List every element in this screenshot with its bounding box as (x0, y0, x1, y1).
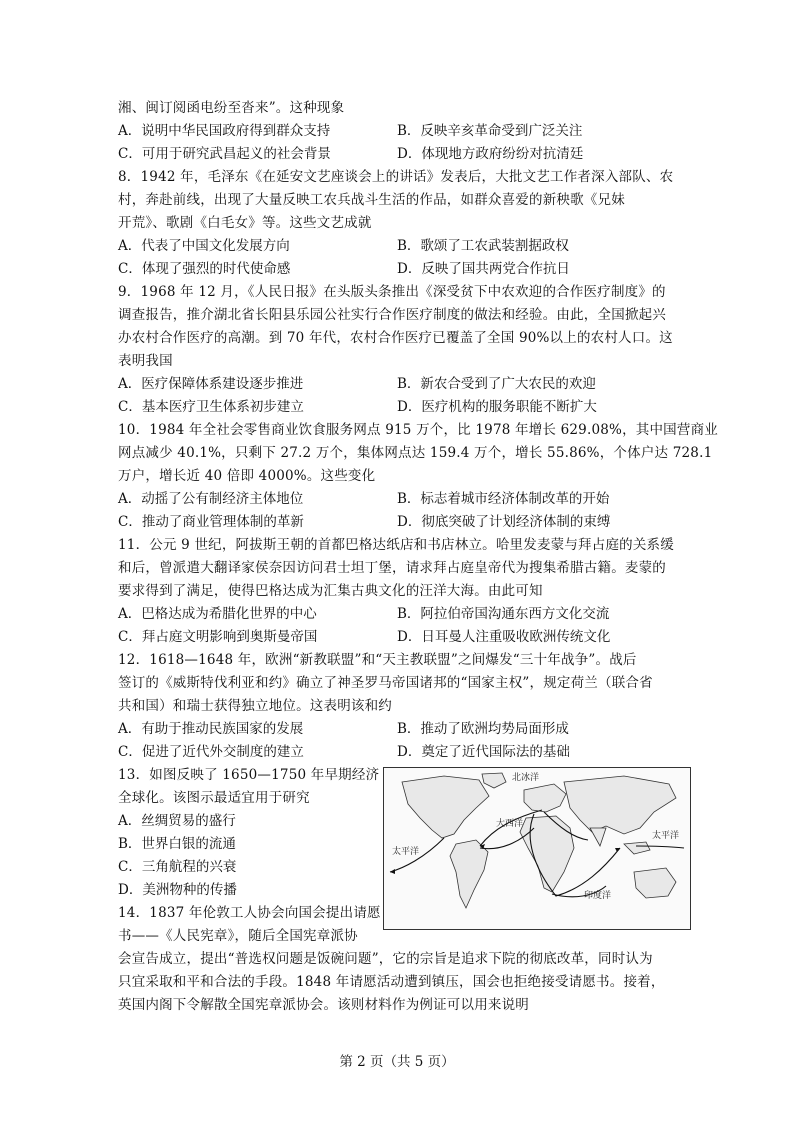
q14-stem-line: 英国内阁下令解散全国宪章派协会。该则材料作为例证可以用来说明 (118, 997, 529, 1013)
q13-stem-line: 全球化。该图示最适宜用于研究 (118, 790, 310, 806)
world-trade-map (383, 767, 691, 930)
q12-stem-line: 12．1618—1648 年，欧洲“新教联盟”和“天主教联盟”之间爆发“三十年战争”。战后 (118, 652, 637, 668)
q12-option-c: C．促进了近代外交制度的建立 (118, 744, 304, 760)
map-label-indian: 印度洋 (584, 891, 612, 901)
map-label-pacific-east: 太平洋 (652, 831, 680, 841)
q7-option-b: B．反映辛亥革命受到广泛关注 (397, 123, 583, 139)
map-label-atlantic: 大西洋 (496, 819, 524, 829)
q9-option-a: A．医疗保障体系建设逐步推进 (118, 376, 304, 392)
q10-stem-line: 万户，增长近 40 倍即 4000%。这些变化 (118, 468, 376, 484)
greenland-shape (482, 773, 506, 788)
q7-option-d: D．体现地方政府纷纷对抗清廷 (397, 146, 584, 162)
q10-option-a: A．动摇了公有制经济主体地位 (118, 491, 304, 507)
q12-option-d: D．奠定了近代国际法的基础 (397, 744, 570, 760)
q12-stem-line: 签订的《威斯特伐利亚和约》确立了神圣罗马帝国诸邦的“国家主权”，规定荷兰（联合省 (118, 675, 653, 691)
south-america-shape (450, 840, 488, 908)
q9-stem-line: 表明我国 (118, 353, 173, 369)
q9-stem-line: 调查报告，推介湖北省长阳县乐园公社实行合作医疗制度的做法和经验。由此，全国掀起兴 (118, 307, 666, 323)
q14-stem-line: 书——《人民宪章》，随后全国宪章派协 (118, 928, 358, 944)
q14-stem-line: 只宜采取和平和合法的手段。1848 年请愿活动遭到镇压，国会也拒绝接受请愿书。接着， (118, 974, 665, 990)
q12-stem-line: 共和国）和瑞士获得独立地位。这表明该和约 (118, 698, 392, 714)
q10-option-b: B．标志着城市经济体制改革的开始 (397, 491, 610, 507)
asia-shape (564, 776, 676, 834)
q12-option-a: A．有助于推动民族国家的发展 (118, 721, 304, 737)
q11-option-b: B．阿拉伯帝国沟通东西方文化交流 (397, 606, 610, 622)
map-label-arctic: 北冰洋 (512, 773, 540, 783)
q9-option-c: C．基本医疗卫生体系初步建立 (118, 399, 304, 415)
indonesia-shape (624, 842, 650, 854)
africa-shape (520, 816, 574, 892)
q9-option-b: B．新农合受到了广大农民的欢迎 (397, 376, 596, 392)
q8-option-a: A．代表了中国文化发展方向 (118, 238, 290, 254)
q11-stem-line: 和后，曾派遣大翻译家侯奈因访问君士坦丁堡，请求拜占庭皇帝代为搜集希腊古籍。麦蒙的 (118, 560, 666, 576)
q7-option-c: C．可用于研究武昌起义的社会背景 (118, 146, 331, 162)
q8-stem-line: 村，奔赴前线，出现了大量反映工农兵战斗生活的作品，如群众喜爱的新秧歌《兄妹 (118, 192, 625, 208)
q11-option-a: A．巴格达成为希腊化世界的中心 (118, 606, 317, 622)
q10-option-c: C．推动了商业管理体制的革新 (118, 514, 304, 530)
q8-option-d: D．反映了国共两党合作抗日 (397, 261, 570, 277)
q8-option-c: C．体现了强烈的时代使命感 (118, 261, 291, 277)
map-label-pacific-west: 太平洋 (392, 847, 420, 857)
india-shape (590, 828, 606, 846)
q13-option-b: B．世界白银的流通 (118, 836, 236, 852)
q8-stem-line: 开荒》、歌剧《白毛女》等。这些文艺成就 (118, 215, 372, 231)
q13-stem-line: 13．如图反映了 1650—1750 年早期经济 (118, 767, 380, 783)
q13-option-c: C．三角航程的兴衰 (118, 859, 237, 875)
q11-option-d: D．日耳曼人注重吸收欧洲传统文化 (397, 629, 611, 645)
q12-option-b: B．推动了欧洲均势局面形成 (397, 721, 569, 737)
q10-stem-line: 网点减少 40.1%，只剩下 27.2 万个，集体网点达 159.4 万个，增长 55.86%，个体户达 728.1 (118, 445, 713, 461)
q11-option-c: C．拜占庭文明影响到奥斯曼帝国 (118, 629, 318, 645)
q14-stem-line: 14．1837 年伦敦工人协会向国会提出请愿 (118, 905, 381, 921)
q13-option-d: D．美洲物种的传播 (118, 882, 237, 898)
europe-shape (524, 784, 566, 812)
q7-option-a: A．说明中华民国政府得到群众支持 (118, 123, 331, 139)
q9-stem-line: 办农村合作医疗的高潮。到 70 年代，农村合作医疗已覆盖了全国 90%以上的农村人口。这 (118, 330, 673, 346)
north-america-shape (402, 776, 489, 838)
q9-option-d: D．医疗机构的服务职能不断扩大 (397, 399, 597, 415)
q9-stem-line: 9．1968 年 12 月，《人民日报》在头版头条推出《深受贫下中农欢迎的合作医疗制度》的 (118, 284, 666, 300)
q7-stem-tail: 湘、闽订阅函电纷至沓来”。这种现象 (118, 100, 345, 116)
q14-stem-line: 会宣告成立，提出“普选权问题是饭碗问题”，它的宗旨是追求下院的彻底改革，同时认为 (118, 951, 653, 967)
q11-stem-line: 11．公元 9 世纪，阿拔斯王朝的首都巴格达纸店和书店林立。哈里发麦蒙与拜占庭的关系缓 (118, 537, 674, 553)
q8-stem-line: 8．1942 年，毛泽东《在延安文艺座谈会上的讲话》发表后，大批文艺工作者深入部队、农 (118, 169, 674, 185)
trade-routes-map-graphic (384, 768, 690, 929)
q10-stem-line: 10．1984 年全社会零售商业饮食服务网点 915 万个，比 1978 年增长 629.08%，其中国营商业 (118, 422, 718, 438)
q11-stem-line: 要求得到了满足，使得巴格达成为汇集古典文化的汪洋大海。由此可知 (118, 583, 543, 599)
q13-option-a: A．丝绸贸易的盛行 (118, 813, 236, 829)
australia-shape (634, 868, 676, 898)
page-number-footer: 第 2 页（共 5 页） (339, 1054, 455, 1070)
q10-option-d: D．彻底突破了计划经济体制的束缚 (397, 514, 611, 530)
q8-option-b: B．歌颂了工农武装割据政权 (397, 238, 569, 254)
